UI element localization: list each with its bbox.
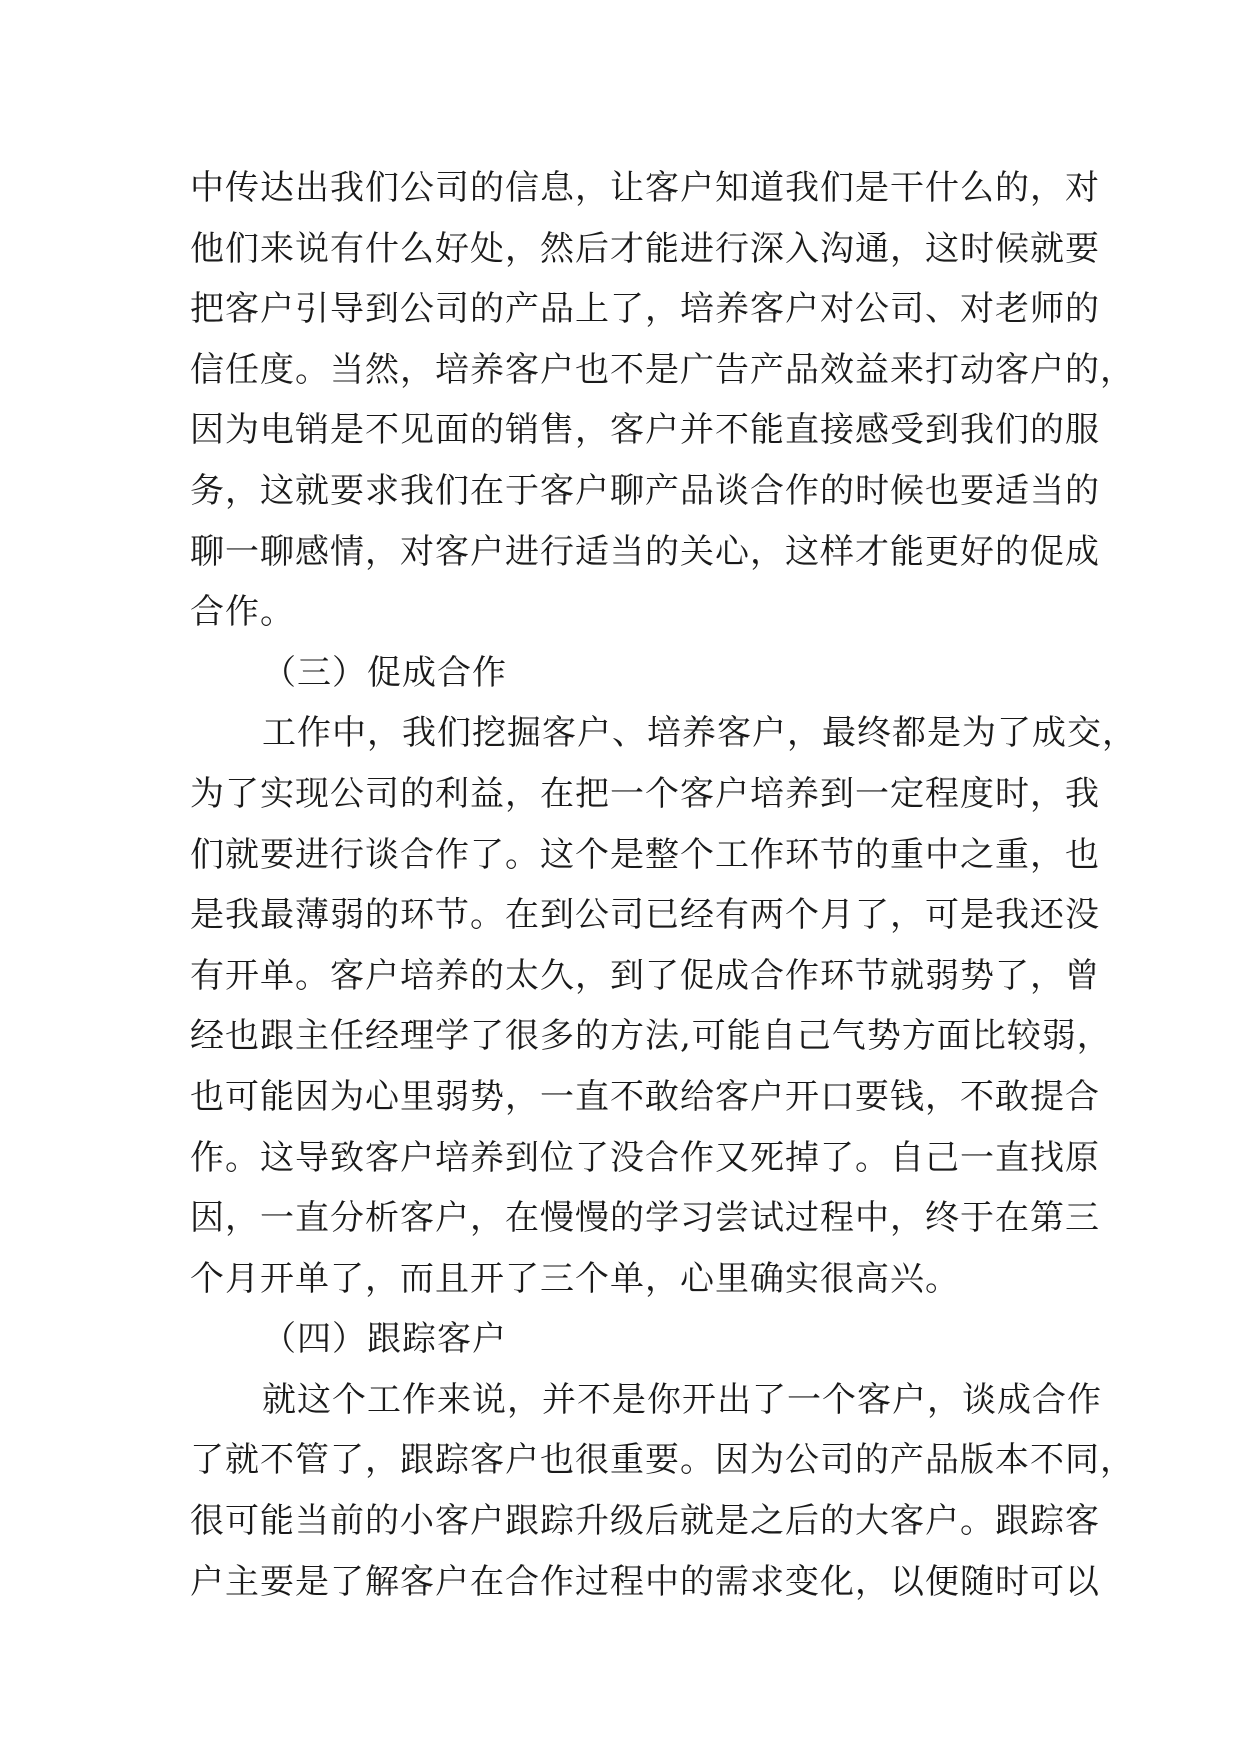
paragraph-line: 因为电销是不见面的销售，客户并不能直接感受到我们的服: [190, 410, 1100, 451]
paragraph-line: 为了实现公司的利益，在把一个客户培养到一定程度时，我: [190, 773, 1100, 814]
section-heading-4: （四）跟踪客户: [262, 1319, 507, 1360]
paragraph-line: 户主要是了解客户在合作过程中的需求变化，以便随时可以: [190, 1561, 1100, 1602]
document-body: [190, 158, 1137, 1612]
paragraph-line: 中传达出我们公司的信息，让客户知道我们是干什么的，对: [190, 168, 1100, 208]
paragraph-line: 他们来说有什么好处，然后才能进行深入沟通，这时候就要: [190, 228, 1100, 269]
paragraph-line: 很可能当前的小客户跟踪升级后就是之后的大客户。跟踪客: [190, 1501, 1100, 1542]
paragraph-line: 是我最薄弱的环节。在到公司已经有两个月了，可是我还没: [190, 895, 1100, 936]
paragraph-line: 们就要进行谈合作了。这个是整个工作环节的重中之重，也: [190, 834, 1100, 875]
paragraph-line: 有开单。客户培养的太久，到了促成合作环节就弱势了，曾: [190, 955, 1100, 996]
section-heading-3: （三）促成合作: [262, 652, 507, 693]
paragraph-line: 聊一聊感情，对客户进行适当的关心，这样才能更好的促成: [190, 531, 1100, 572]
paragraph-first-line: 工作中，我们挖掘客户、培养客户，最终都是为了成交，: [262, 713, 1137, 754]
paragraph-first-line: 就这个工作来说，并不是你开出了一个客户，谈成合作: [262, 1379, 1102, 1420]
paragraph-line: 务，这就要求我们在于客户聊产品谈合作的时候也要适当的: [190, 470, 1100, 511]
paragraph-line: 个月开单了，而且开了三个单，心里确实很高兴。: [190, 1258, 960, 1299]
paragraph-line: 信任度。当然，培养客户也不是广告产品效益来打动客户的，: [190, 349, 1135, 390]
paragraph-line: 合作。: [190, 592, 295, 633]
paragraph-line: 了就不管了，跟踪客户也很重要。因为公司的产品版本不同，: [190, 1440, 1135, 1481]
paragraph-line: 作。这导致客户培养到位了没合作又死掉了。自己一直找原: [190, 1137, 1100, 1178]
paragraph-line: 因，一直分析客户，在慢慢的学习尝试过程中，终于在第三: [190, 1198, 1100, 1239]
paragraph-line: 经也跟主任经理学了很多的方法,可能自己气势方面比较弱，: [190, 1016, 1112, 1057]
paragraph-line: 也可能因为心里弱势，一直不敢给客户开口要钱，不敢提合: [190, 1076, 1100, 1117]
paragraph-line: 把客户引导到公司的产品上了，培养客户对公司、对老师的: [190, 289, 1100, 330]
